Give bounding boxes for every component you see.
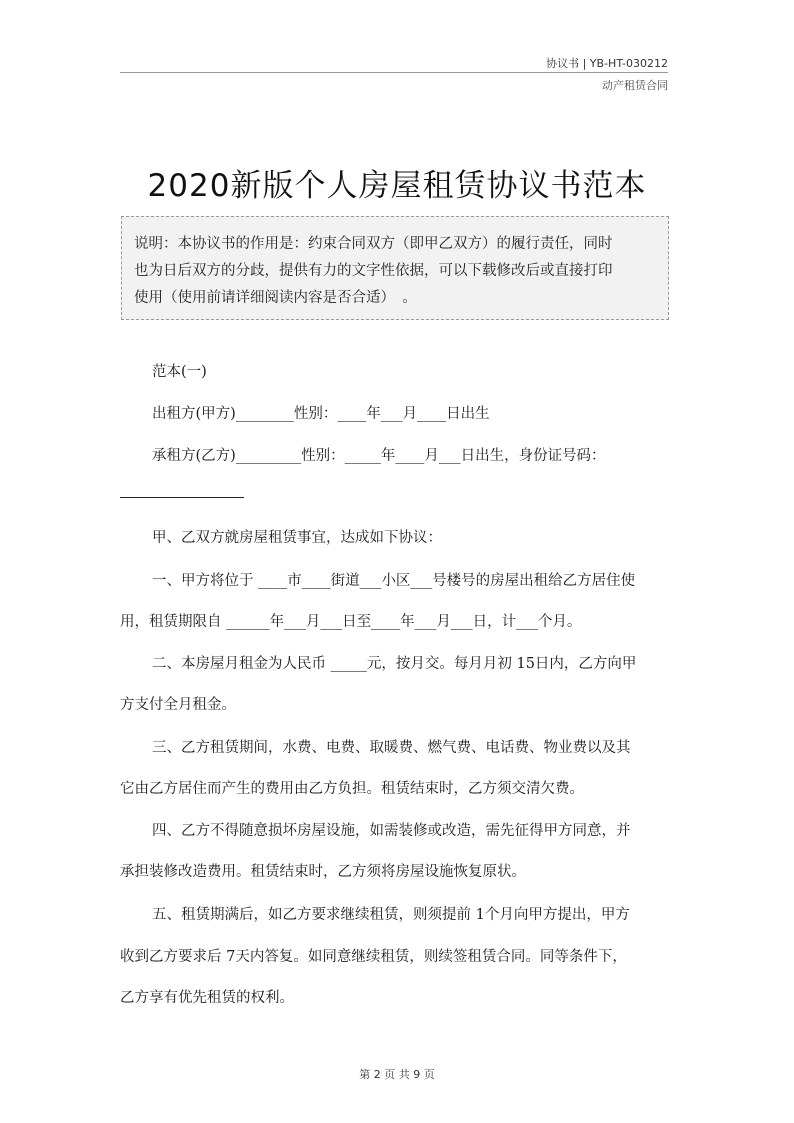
clause-3-line: 三、乙方租赁期间，水费、电费、取暖费、燃气费、电话费、物业费以及其 xyxy=(152,740,631,756)
document-category: 动产租赁合同 xyxy=(602,79,668,92)
notice-box xyxy=(121,216,669,320)
clause-3-line: 它由乙方居住而产生的费用由乙方负担。租赁结束时，乙方须交清欠费。 xyxy=(120,781,584,797)
notice-line: 使用（使用前请详细阅读内容是否合适） 。 xyxy=(134,290,417,306)
header-divider xyxy=(120,72,668,73)
lessee-line: 承租方(乙方)_________性别：_____年____月___日出生，身份证号码： xyxy=(152,448,606,464)
notice-line: 也为日后双方的分歧，提供有力的文字性依据，可以下载修改后或直接打印 xyxy=(134,263,613,279)
clause-4-line: 承担装修改造费用。租赁结束时，乙方须将房屋设施恢复原状。 xyxy=(120,864,526,880)
page-number: 第 2 页 共 9 页 xyxy=(359,1068,435,1081)
clause-5-line: 五、租赁期满后，如乙方要求继续租赁，则须提前 1个月向甲方提出，甲方 xyxy=(152,907,630,923)
clause-5-line: 收到乙方要求后 7天内答复。如同意继续租赁，则续签租赁合同。同等条件下， xyxy=(120,949,627,965)
notice-line: 说明：本协议书的作用是：约束合同双方（即甲乙双方）的履行责任，同时 xyxy=(134,236,613,252)
clause-2-line: 方支付全月租金。 xyxy=(120,697,236,713)
clause-5-line: 乙方享有优先租赁的权利。 xyxy=(120,990,294,1006)
section-heading: 范本(一) xyxy=(152,364,207,380)
agreement-intro: 甲、乙双方就房屋租赁事宜，达成如下协议： xyxy=(152,530,442,546)
id-number-blank xyxy=(120,497,244,498)
lessor-line: 出租方(甲方)________性别：____年___月____日出生 xyxy=(152,406,490,422)
clause-4-line: 四、乙方不得随意损坏房屋设施，如需装修或改造，需先征得甲方同意，并 xyxy=(152,823,631,839)
clause-2-line: 二、本房屋月租金为人民币 _____元，按月交。每月月初 15日内，乙方向甲 xyxy=(152,656,637,672)
page-title: 2020新版个人房屋租赁协议书范本 xyxy=(147,168,647,204)
clause-1-line: 用，租赁期限自 ______年___月___日至____年___月___日，计___个月。 xyxy=(120,614,582,630)
document-code: 协议书 | YB-HT-030212 xyxy=(546,57,668,70)
clause-1-line: 一、甲方将位于 ____市____街道___小区___号楼号的房屋出租给乙方居住使 xyxy=(152,573,636,589)
